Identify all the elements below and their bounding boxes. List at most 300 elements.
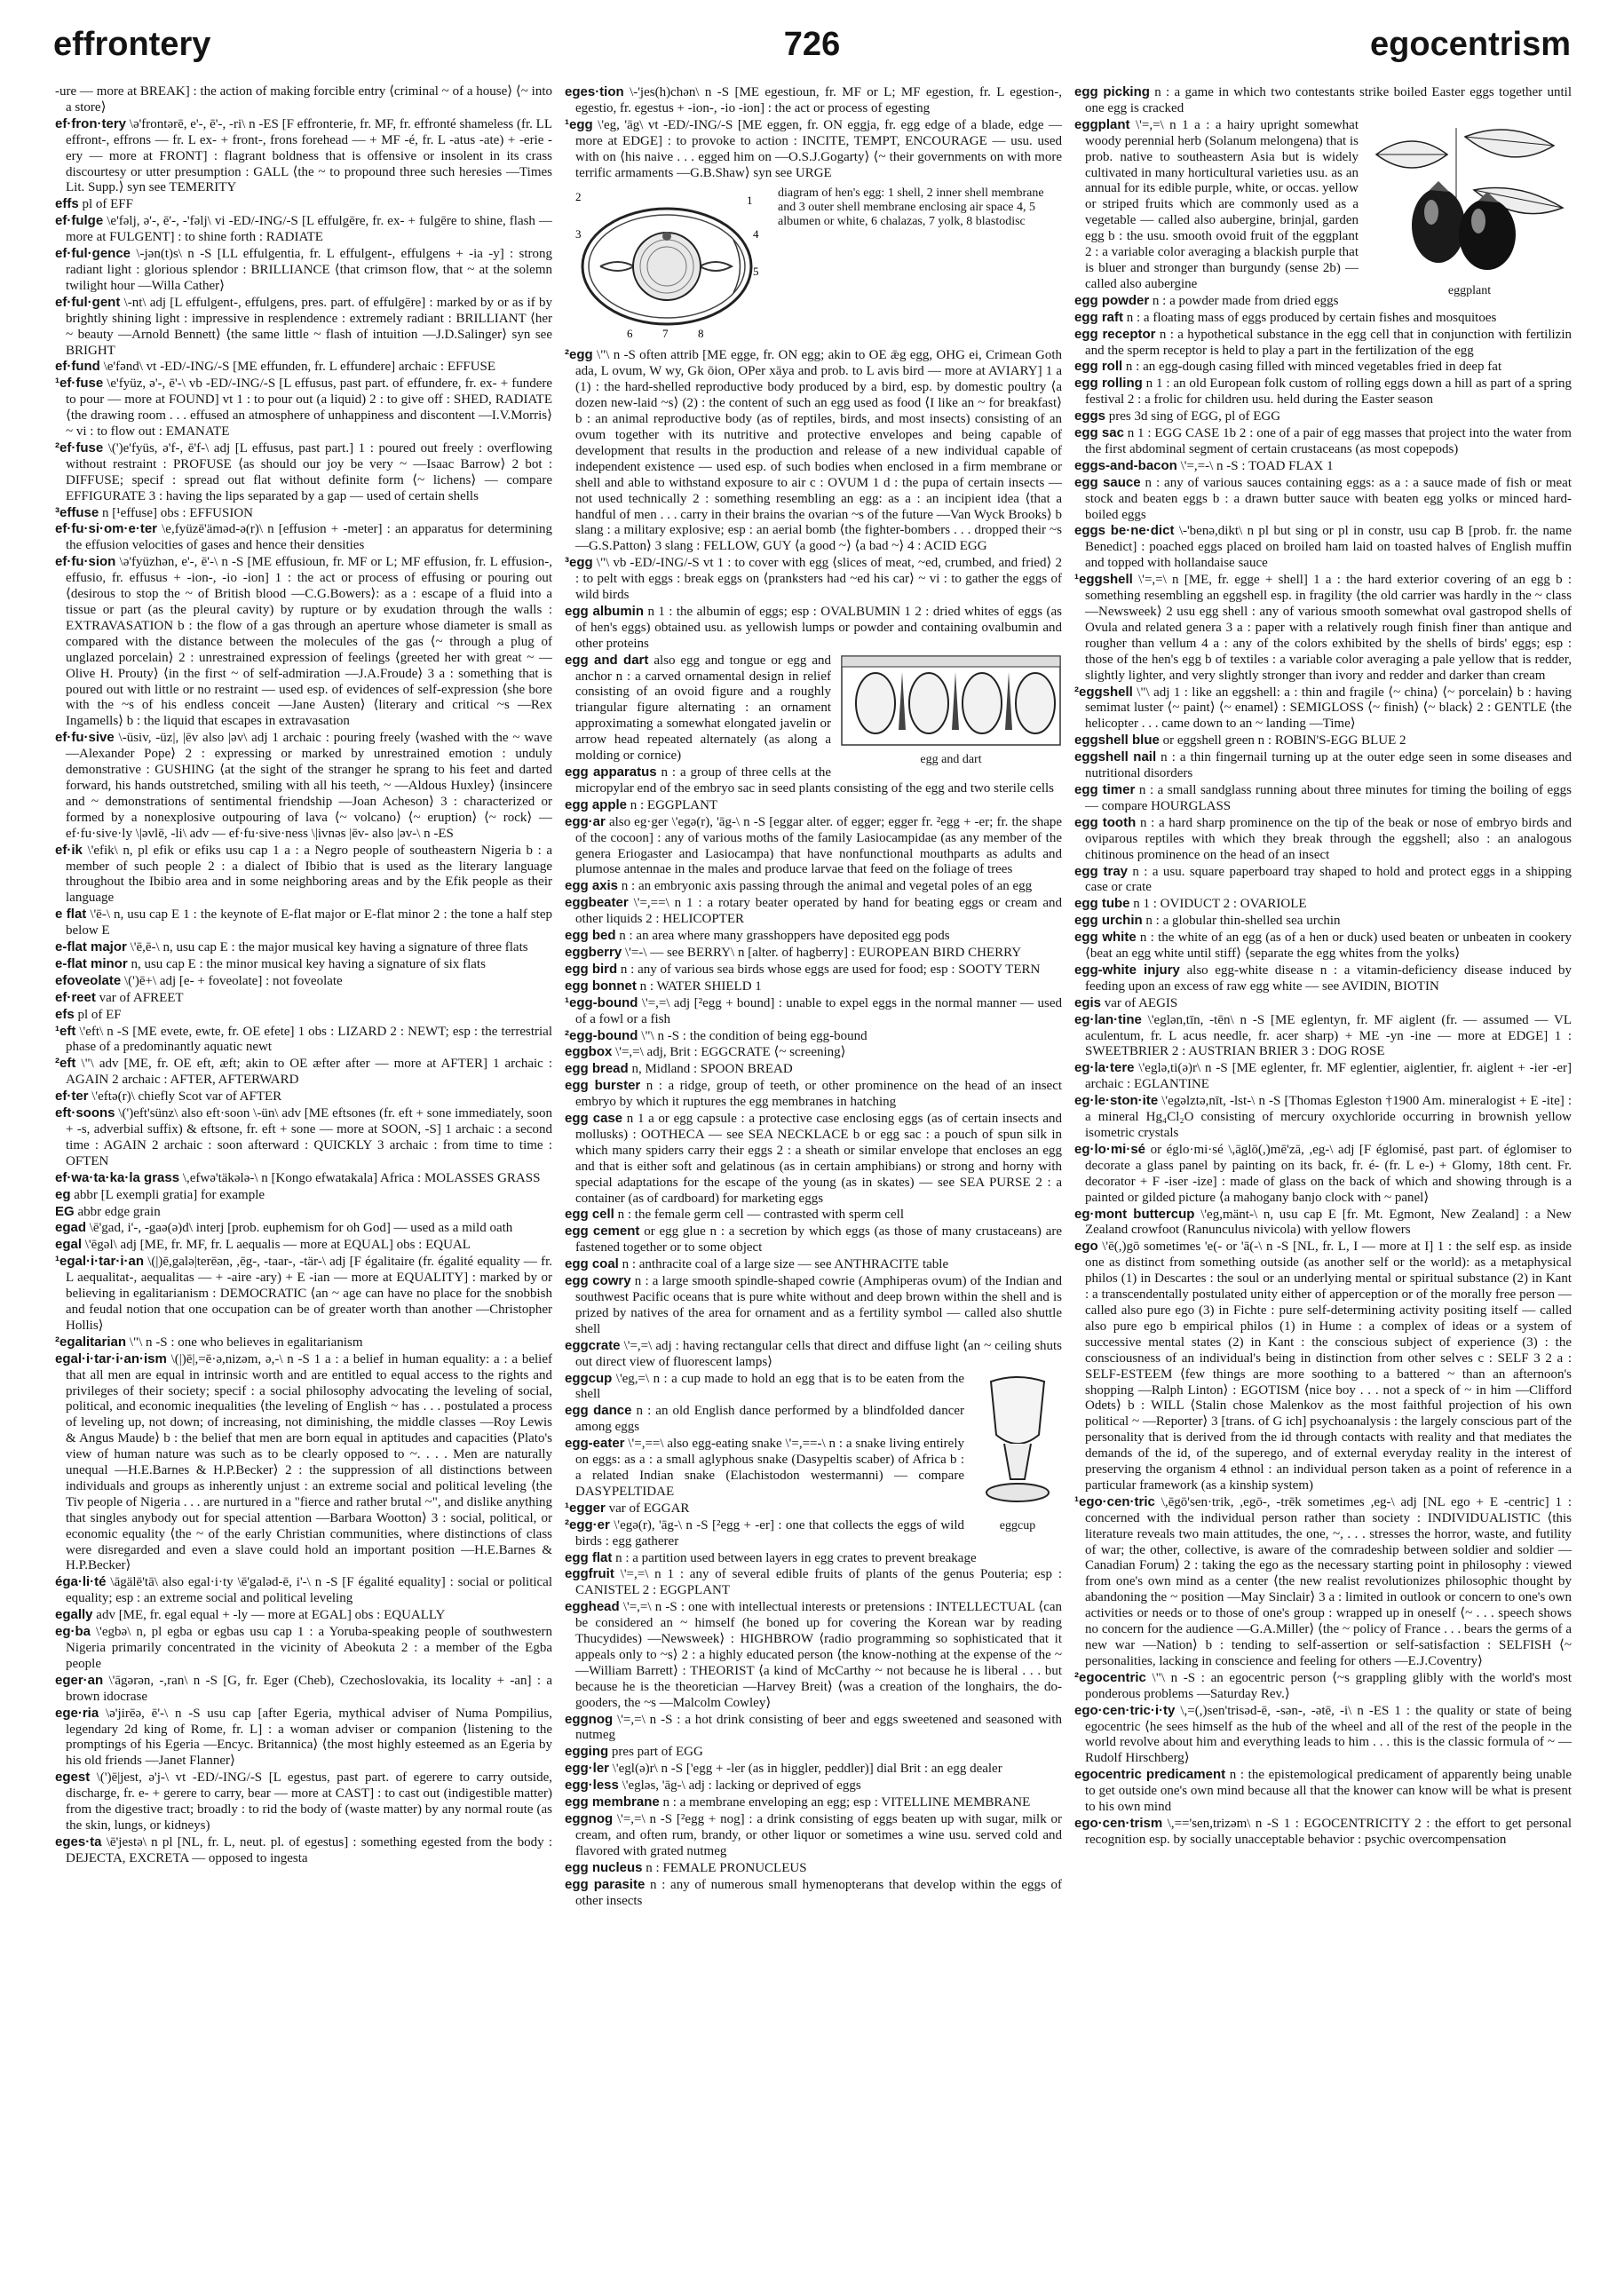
dictionary-entry bbox=[55, 246, 552, 295]
entry-headword: egg·ler bbox=[565, 1761, 610, 1777]
entry-headword: egg albumin bbox=[565, 603, 645, 619]
entry-definition: n : a group of three cells at the micropylar end of the embryo sac in seed plants consisting of the egg and two sterile cells bbox=[575, 765, 1055, 796]
dictionary-entry bbox=[55, 1770, 552, 1834]
entry-headword: eg·lan·tine bbox=[1074, 1011, 1142, 1027]
entry-headword: ²egalitarian bbox=[55, 1334, 127, 1350]
column-2 bbox=[565, 84, 1062, 2255]
eggplant-illustration bbox=[1367, 119, 1572, 279]
entry-headword: egg cement bbox=[565, 1224, 640, 1239]
entry-definition: \'eftə(r)\ chiefly Scot var of AFTER bbox=[91, 1089, 282, 1105]
entry-definition: \(|)ē|,=ē·ə,nizəm, ə,-\ n -S 1 a : a belief in human equality: a : a belief that all men are equal in intrinsic worth and are entitled to equal access to the rights and privileges of their society; specif : a social philosophy advocating the leveling of social, political, and economic inequalities ⟨the leveling of English ~ has . . . postulated a process of leveling up, not down; of increasing, not diminishing, the middle classes —Roy Lewis & Angus Maude⟩ b : the belief that men are born equal in aptitudes and capacities ⟨Plato's view of human nature was such as to be clearly opposed to ~. . . . Men are naturally unequal —H.E.Barnes & H.P.Becker⟩ 2 : the suppression of all distinctions between individuals and groups as inherently unjust : an extreme social and political leveling ⟨the Tiv people of Nigeria . . . are nurtured in a "fierce and rather brutal ~", and dislike anything that singles anybody out for special attention —Barbara Wootton⟩ 3 : social, political, or economic equality ⟨the ~ of the early Christian communities, where distinctions of class were disregarded and even a slave could hold an important position —H.E.Barnes & H.P.Becker⟩ bbox=[66, 1351, 552, 1573]
egg-and-dart-caption: egg and dart bbox=[920, 752, 982, 766]
egg-part-number-4: 4 bbox=[753, 227, 759, 242]
entry-definition: \'=,=\ adj, Brit : EGGCRATE ⟨~ screening⟩ bbox=[615, 1045, 846, 1060]
entry-headword: ¹ef·fuse bbox=[55, 376, 104, 392]
dictionary-entry bbox=[55, 213, 552, 246]
entry-headword: ¹egg-bound bbox=[565, 994, 638, 1010]
dictionary-entry bbox=[55, 1187, 552, 1204]
entry-headword: eggnog bbox=[565, 1811, 614, 1826]
dictionary-entry bbox=[55, 1834, 552, 1867]
entry-definition: \'=,==\ also egg-eating snake \'=,==-\ n : a snake living entirely on eggs: as a : a small aglyphous snake (Dasypeltis scaber) of Africa b : a related Indian snake (Elachistodon westermanni) — compare DASYPELTIDAE bbox=[575, 1437, 964, 1499]
entry-definition: n : any of various sea birds whose eggs are used for food; esp : SOOTY TERN bbox=[620, 962, 1041, 977]
dictionary-entry bbox=[55, 1624, 552, 1673]
entry-headword: eggshell blue bbox=[1074, 733, 1160, 748]
entry-headword: ¹ego·cen·tric bbox=[1074, 1493, 1155, 1509]
dictionary-entry bbox=[565, 1256, 1062, 1273]
entry-headword: egg roll bbox=[1074, 359, 1123, 375]
dictionary-entry bbox=[565, 1273, 1062, 1338]
entry-headword: egest bbox=[55, 1770, 91, 1786]
entry-headword: egg apparatus bbox=[565, 764, 657, 780]
entry-headword: eggshell nail bbox=[1074, 749, 1157, 765]
entry-headword: e-flat major bbox=[55, 939, 127, 955]
entry-headword: ef·wa·ta·ka·la grass bbox=[55, 1169, 180, 1185]
dictionary-entry bbox=[565, 1224, 1062, 1256]
dictionary-entry bbox=[1074, 1494, 1572, 1670]
entry-definition: n 1 : an old European folk custom of rolling eggs down a hill as part of a spring festival 2 : a frolic for children usu. held during the Easter season bbox=[1085, 376, 1572, 408]
entry-headword: egg·ar bbox=[565, 813, 606, 829]
dictionary-entry bbox=[55, 359, 552, 376]
entry-definition: adv [ME, fr. egal equal + -ly — more at EGAL] obs : EQUALLY bbox=[96, 1608, 446, 1623]
entry-headword: egg sac bbox=[1074, 425, 1124, 441]
entry-definition: n : an area where many grasshoppers have deposited egg pods bbox=[619, 929, 950, 944]
entry-definition: \'egəlztə,nīt, -lst-\ n -S [Thomas Egleston †1900 Am. mineralogist + E -ite] : a mineral Hg₄Cl₂O consisting of mercury oxychloride occurring in brownish yellow isometric crystals bbox=[1085, 1094, 1572, 1140]
entry-headword: egg and dart bbox=[565, 652, 649, 668]
entry-definition: n : a floating mass of eggs produced by certain fishes and mosquitoes bbox=[1126, 310, 1497, 325]
entry-definition: n : a hypothetical substance in the egg cell that in conjunction with fertilizin and the sperm receptor is held to play a part in the fertilization of the egg bbox=[1085, 327, 1572, 358]
entry-headword: egg tube bbox=[1074, 896, 1130, 912]
entry-definition: \"\ adv [ME, fr. OE eft, æft; akin to OE æfter after — more at AFTER] 1 archaic : AGAIN 2 archaic : AFTER, AFTERWARD bbox=[66, 1057, 552, 1088]
entry-definition: pres part of EGG bbox=[611, 1745, 703, 1760]
entry-definition: abbr edge grain bbox=[77, 1204, 161, 1219]
dictionary-entry bbox=[1074, 1207, 1572, 1239]
entry-definition: \e'fənd\ vt -ED/-ING/-S [ME effunden, fr. L effundere] archaic : EFFUSE bbox=[103, 360, 496, 375]
dictionary-entry bbox=[55, 843, 552, 907]
dictionary-entry bbox=[1074, 572, 1572, 684]
entry-definition: n : an old English dance performed by a blindfolded dancer among eggs bbox=[575, 1404, 964, 1435]
entry-definition: n : FEMALE PRONUCLEUS bbox=[646, 1860, 807, 1875]
dictionary-entry bbox=[565, 1712, 1062, 1745]
dictionary-entry bbox=[1074, 458, 1572, 475]
entry-definition: var of AEGIS bbox=[1104, 995, 1178, 1010]
entry-headword: egg receptor bbox=[1074, 326, 1156, 342]
entry-headword: e flat bbox=[55, 907, 87, 923]
dictionary-entry bbox=[1074, 425, 1572, 458]
dictionary-entry bbox=[55, 84, 552, 116]
entry-headword: eggcup bbox=[565, 1370, 613, 1386]
entry-definition: n : the epistemological predicament of apparently being unable to get outside one's own mind because all that the knower can know will be what is present to his own mind bbox=[1085, 1768, 1572, 1815]
entry-headword: egghead bbox=[565, 1599, 620, 1615]
entry-headword: ef·fu·sion bbox=[55, 554, 116, 570]
entry-definition: n : a small sandglass running about three minutes for timing the boiling of eggs — compare HOURGLASS bbox=[1085, 782, 1572, 813]
entry-definition: n : a large smooth spindle-shaped cowrie (Amphiperas ovum) of the Indian and southwest Pacific oceans that is pure white without and deep brown within the shell and is prized by natives of the area for ornament and as a fertility symbol — called also shuttle shell bbox=[575, 1274, 1062, 1336]
dictionary-entry bbox=[565, 1744, 1062, 1761]
entry-definition: n : WATER SHIELD 1 bbox=[639, 978, 762, 994]
entry-definition: \ə'frontərē, e'-, ē'-, -ri\ n -ES [F effronterie, fr. MF, fr. effronté shameless (fr. LL effront-, effrons — fr. L ex- + front-, frons forehead — + MF -é, fr. L -atus -ate) + -erie -ery — more at FRONT] : flagrant boldness that is offensive or insolent in its crass discourtesy or utter presumption : GALL ⟨the ~ to propound three such heresies —Times Lit. Supp.⟩ syn see TEMERITY bbox=[66, 116, 552, 195]
entry-headword: eg·la·tere bbox=[1074, 1060, 1135, 1076]
entry-definition: n : the female germ cell — contrasted with sperm cell bbox=[617, 1208, 904, 1223]
entry-definition: \'eglə,ti(ə)r\ n -S [ME eglenter, fr. MF eglentier, aiglentier, fr. aiglent + -ier -er] archaic : EGLANTINE bbox=[1085, 1061, 1572, 1092]
dictionary-entry bbox=[565, 347, 1062, 555]
entry-definition: abbr [L exempli gratia] for example bbox=[74, 1187, 265, 1202]
dictionary-entry bbox=[55, 1170, 552, 1187]
entry-headword: ¹egal·i·tar·i·an bbox=[55, 1254, 145, 1270]
entry-definition: \'=,=\ n -S : one with intellectual interests or pretensions : INTELLECTUAL ⟨can be considered an ~ himself (he boned up for covering the Korean war by reading Thucydides) —Newsweek⟩ : HIGHBROW ⟨radio programming so sophisticated that it appeals only to ~s⟩ 2 : a highly educated person ⟨the know-nothing at the expense of the ~ —William Barrett⟩ : THEORIST ⟨a kind of McCarthy ~ not because he is liberal . . . but because he is the theoretician —Harvey Breit⟩ ⟨was a creation of the longhairs, the do-gooders, the ~s —Malcolm Cowley⟩ bbox=[575, 1600, 1062, 1710]
egg-part-number-2: 2 bbox=[575, 190, 582, 204]
entry-definition: \'=,=\ n -S : a hot drink consisting of beer and eggs sweetened and seasoned with nutmeg bbox=[575, 1712, 1062, 1743]
entry-definition: \(')e'fyüs, ə'f-, ē'f-\ adj [L effusus, past part.] 1 : poured out freely : overflowing without restraint : PROFUSE ⟨as should our joy be very ~ —Isaac Barrow⟩ 2 bot : DIFFUSE; specif : spread out flat without definite form ⟨~ lichens⟩ — compare EFFIGURATE 3 : having the lips separated by a gap — used of certain shells bbox=[66, 440, 552, 503]
entry-definition: or eggshell green n : ROBIN'S-EGG BLUE 2 bbox=[1162, 733, 1406, 748]
dictionary-entry bbox=[1074, 749, 1572, 782]
column-3 bbox=[1074, 84, 1572, 2255]
entry-definition: n : a globular thin-shelled sea urchin bbox=[1145, 914, 1341, 929]
dictionary-entry bbox=[1074, 310, 1572, 327]
entry-headword: egad bbox=[55, 1220, 87, 1236]
egg-part-number-1: 1 bbox=[747, 194, 753, 208]
entry-definition: or églo·mi·sé \,āglō(,)mē'zā, ,eg-\ adj [F églomisé, past part. of églomiser to decorate a glass panel by painting on its back, fr. é- (fr. L e-) + Glomy, 18th cent. Fr. decorator + F -iser -ize] : made of glass on the back of which and showing through is a painted or gilded picture ⟨a mahogany banjo clock with ~ panel⟩ bbox=[1085, 1142, 1572, 1205]
egg-part-number-7: 7 bbox=[662, 327, 669, 341]
guide-word-right: egocentrism bbox=[1370, 26, 1571, 63]
entry-headword: egg sauce bbox=[1074, 474, 1141, 490]
dictionary-entry bbox=[55, 1254, 552, 1334]
dictionary-entry bbox=[55, 196, 552, 213]
entry-definition: \"\ n -S often attrib [ME egge, fr. ON egg; akin to OE ǣg egg, OHG ei, Crimean Goth ada, L ovum, W wy, Gk ōion, OPer xāya and prob. to L avis bird — more at AVIARY] 1 a (1) : the hard-shelled reproductive body produced by a bird, esp. by domestic poultry ⟨a dozen new-laid ~s⟩ (2) : the content of such an egg used as food ⟨I like an ~ for breakfast⟩ b : an animal reproductive body (as of reptiles, birds, and most insects) consisting of an ovum together with its nutritive and protective envelopes and being capable of development that results in the production and release of a new individual capable of independent existence — used esp. of such bodies when enclosed in a firm membrane or shell and able to withstand exposure to air c : OVUM 1 d : the pupa of certain insects — not used technically 2 : something resembling an egg: as a : an incipient idea ⟨that a handful of men . . . carry in their brains the ovarian ~s of the future —Van Wyck Brooks⟩ b slang : a military explosive; esp : an aerial bomb ⟨the fighter-bombers . . . dropped their ~s —G.S.Patton⟩ 3 slang : FELLOW, GUY ⟨a good ~⟩ ⟨a bad ~⟩ 4 : ACID EGG bbox=[575, 348, 1062, 554]
entry-headword: egal bbox=[55, 1237, 83, 1253]
entry-definition: \ə'jirēə, ē'-\ n -S usu cap [after Egeria, mythical adviser of Numa Pompilius, legendary 2d king of Rome, fr. L] : a woman adviser or companion ⟨listening to the promptings of his Egeria —Encyc. Britannica⟩ ⟨the most highly esteemed as an Egeria by his old friends —Janet Flanner⟩ bbox=[66, 1706, 552, 1769]
dictionary-entry bbox=[565, 814, 1062, 879]
dictionary-entry bbox=[1074, 1767, 1572, 1816]
entry-definition: \-'benə,dikt\ n pl but sing or pl in constr, usu cap B [prob. fr. the name Benedict] : poached eggs placed on broiled ham laid on toasted halves of English muffin and topped with hollandaise sauce bbox=[1085, 524, 1572, 571]
dictionary-entry bbox=[1074, 733, 1572, 749]
dictionary-entry bbox=[1074, 359, 1572, 376]
entry-definition: \'āgərən, -,ran\ n -S [G, fr. Eger (Cheb), Czechoslovakia, its locality + -an] : a brown idocrase bbox=[66, 1673, 552, 1704]
entry-definition: \'=,=-\ n -S : TOAD FLAX 1 bbox=[1180, 458, 1334, 473]
entry-headword: egg-white injury bbox=[1074, 962, 1180, 978]
eggcup-illustration bbox=[973, 1373, 1062, 1515]
dictionary-entry bbox=[565, 555, 1062, 604]
entry-headword: egg urchin bbox=[1074, 913, 1143, 929]
entry-headword: ef·fund bbox=[55, 359, 100, 375]
dictionary-entry bbox=[1074, 913, 1572, 930]
entry-definition: n : any of various sauces containing eggs: as a : a sauce made of fish or meat stock and beaten eggs b : a drawn butter sauce with beaten egg yolks or minced hard-boiled eggs bbox=[1085, 475, 1572, 522]
entry-definition: n : a usu. square paperboard tray shaped to hold and protect eggs in a shipping case or crate bbox=[1085, 864, 1572, 895]
dictionary-entry bbox=[565, 84, 1062, 117]
dictionary-entry bbox=[55, 990, 552, 1007]
entry-definition: \"\ n -S : an egocentric person ⟨~s grappling glibly with the world's most ponderous problems —Saturday Rev.⟩ bbox=[1085, 1670, 1572, 1701]
entry-definition: var of AFREET bbox=[99, 990, 184, 1005]
column-1 bbox=[55, 84, 552, 2255]
entry-definition: also egg and tongue or egg and anchor n : a carved ornamental design in relief consisting of an ovoid figure and a roughly triangular figure alternating : an ornament approximating a somewhat elongated javelin or arrow head repeated alternately (as along a molding or cornice) bbox=[575, 653, 831, 764]
entry-headword: egg apple bbox=[565, 796, 628, 812]
dictionary-entry bbox=[565, 604, 1062, 653]
entry-definition: n : EGGPLANT bbox=[630, 797, 718, 812]
dictionary-entry bbox=[55, 907, 552, 939]
entry-headword: ef·reet bbox=[55, 989, 96, 1005]
dictionary-entry bbox=[565, 1550, 1062, 1567]
dictionary-entry bbox=[565, 1860, 1062, 1877]
entry-headword: egis bbox=[1074, 994, 1102, 1010]
entry-definition: \'efik\ n, pl efik or efiks usu cap 1 a : a Negro people of southeastern Nigeria b : a member of such people 2 : a dialect of Ibibio that is used as the literary language throughout the Ibibio area and in some neighboring areas and by the Efik people as their language bbox=[66, 843, 552, 906]
dictionary-entry bbox=[55, 1237, 552, 1254]
entry-definition: \"\ vb -ED/-ING/-S vt 1 : to cover with egg ⟨slices of meat, ~ed, crumbed, and fried⟩ 2 : to pelt with eggs : break eggs on ⟨pranksters had ~ed his car⟩ ~ vi : to gather the eggs of wild birds bbox=[575, 556, 1062, 603]
entry-headword: EG bbox=[55, 1203, 75, 1219]
entry-headword: egg nucleus bbox=[565, 1859, 643, 1875]
entry-headword: egg bird bbox=[565, 961, 618, 977]
entry-definition: \ē'gad, i'-, -gaə(ə)d\ interj [prob. euphemism for oh God] — used as a mild oath bbox=[89, 1221, 513, 1236]
entry-definition: n : anthracite coal of a large size — see ANTHRACITE table bbox=[622, 1257, 949, 1272]
entry-headword: ³egg bbox=[565, 555, 593, 571]
entry-headword: ²eft bbox=[55, 1056, 76, 1072]
dictionary-entry bbox=[565, 797, 1062, 814]
entry-headword: ef·ik bbox=[55, 842, 83, 858]
entry-headword: eger·an bbox=[55, 1672, 104, 1688]
entry-headword: eg·mont buttercup bbox=[1074, 1206, 1195, 1222]
egg-part-number-8: 8 bbox=[698, 327, 704, 341]
dictionary-entry bbox=[55, 1089, 552, 1105]
entry-headword: egg bonnet bbox=[565, 978, 637, 994]
entry-headword: eg bbox=[55, 1186, 71, 1202]
entry-definition: \"\ n -S : the condition of being egg-bound bbox=[641, 1028, 867, 1043]
dictionary-entry bbox=[55, 554, 552, 730]
entry-definition: \'ēgəl\ adj [ME, fr. MF, fr. L aequalis — more at EQUAL] obs : EQUAL bbox=[84, 1238, 471, 1253]
dictionary-entry bbox=[55, 1351, 552, 1575]
entry-definition: n [¹effuse] obs : EFFUSION bbox=[101, 505, 253, 520]
dictionary-entry bbox=[55, 1574, 552, 1607]
entry-headword: egg white bbox=[1074, 930, 1137, 946]
entry-headword: egging bbox=[565, 1744, 609, 1760]
entry-headword: ef·fulge bbox=[55, 213, 104, 229]
dictionary-entry bbox=[565, 1778, 1062, 1794]
dictionary-entry bbox=[1074, 475, 1572, 524]
entry-definition: \(')eft'sünz\ also eft·soon \-ün\ adv [ME eftsones (fr. eft + sone immediately, soon + -s, adverbial suffix) & eftsone, fr. eft + sone — more at SOON, -S] 1 archaic : a second time : AGAIN 2 archaic : soon afterward : QUICKLY 3 archaic : from time to time : OFTEN bbox=[66, 1106, 552, 1168]
eggcup-figure bbox=[973, 1373, 1062, 1534]
dictionary-entry bbox=[55, 1673, 552, 1706]
dictionary-entry bbox=[1074, 1703, 1572, 1768]
dictionary-entry bbox=[55, 1334, 552, 1351]
entry-definition: \-üsiv, -üz|, |ēv also |əv\ adj 1 archaic : pouring freely ⟨washed with the ~ wave —Alexander Pope⟩ 2 : expressing or marked by unrestrained emotion : unduly demonstrative : GUSHING ⟨at the sight of the stranger he sprang to his feet and darted forward, his hands outstretched, smiling with all his teeth, ~ —Aldous Huxley⟩ ⟨insincere and ~ demonstrations of sentimental friendship —Joan Acheson⟩ 3 : characterized or formed by a nonexplosive outpouring of lava ⟨~ volcano⟩ ⟨~ eruption⟩ ⟨~ rock⟩ — ef·fu·sive·ly \|əvlē, -li\ adv — ef·fu·sive·ness \|ivnəs |ēv- also |əv-\ n -ES bbox=[66, 731, 552, 841]
dictionary-entry bbox=[565, 1599, 1062, 1711]
egg-and-dart-figure bbox=[840, 654, 1062, 767]
dictionary-entry bbox=[55, 376, 552, 440]
entry-definition: pl of EFF bbox=[82, 197, 133, 212]
entry-definition: \'=,=\ adj : having rectangular cells that direct and diffuse light ⟨an ~ ceiling shuts out direct view of fluorescent lamps⟩ bbox=[575, 1338, 1062, 1369]
entry-headword: egg dance bbox=[565, 1403, 632, 1419]
entry-definition: n : a membrane enveloping an egg; esp : VITELLINE MEMBRANE bbox=[662, 1795, 1031, 1810]
entry-definition: \ē'jestə\ n pl [NL, fr. L, neut. pl. of egestus] : something egested from the body : DEJECTA, EXCRETA — opposed to ingesta bbox=[66, 1834, 552, 1865]
entry-definition: \'=,=\ adj [²egg + bound] : unable to expel eggs in the normal manner — used of a fowl or a fish bbox=[575, 995, 1062, 1026]
entry-headword: egg rolling bbox=[1074, 376, 1143, 392]
entry-headword: egg burster bbox=[565, 1078, 641, 1094]
dictionary-entry bbox=[55, 730, 552, 842]
entry-definition: \'=,=\ n 1 : any of several edible fruits of plants of the genus Pouteria; esp : CANISTEL 2 : EGGPLANT bbox=[575, 1567, 1062, 1598]
entry-headword: ef·ful·gence bbox=[55, 246, 131, 262]
egg-and-dart-ornament bbox=[840, 654, 1062, 748]
entry-headword: eggcrate bbox=[565, 1337, 621, 1353]
entry-headword: ¹eggshell bbox=[1074, 572, 1133, 588]
entry-headword: eft·soons bbox=[55, 1105, 115, 1121]
entry-definition: \'=,==\ n 1 : a rotary beater operated by hand for beating eggs or cream and other liquids 2 : HELICOPTER bbox=[575, 896, 1062, 927]
entry-headword: eg·lo·mi·sé bbox=[1074, 1141, 1146, 1157]
dictionary-entry bbox=[565, 764, 1062, 797]
entry-definition: \'=,=\ n -S [²egg + nog] : a drink consisting of eggs beaten up with sugar, milk or cream, and often rum, brandy, or other liquor or sometimes a wine usu. served cold and flavored with grated nutmeg bbox=[575, 1812, 1062, 1858]
entry-definition: \e,fyüzē'äməd-ə(r)\ n [effusion + -meter] : an apparatus for determining the effusion velocities of gases and hence their densities bbox=[66, 522, 552, 553]
dictionary-entry bbox=[565, 1207, 1062, 1224]
entry-definition: \'egbə\ n, pl egba or egbas usu cap 1 : a Yoruba-speaking people of southwestern Nigeria primarily concentrated in the vicinity of Abeokuta 2 : a member of the Egba people bbox=[66, 1625, 552, 1671]
dictionary-entry bbox=[55, 1056, 552, 1089]
entry-headword: eggs be·ne·dict bbox=[1074, 523, 1175, 539]
dictionary-entry bbox=[1074, 327, 1572, 360]
dictionary-entry bbox=[55, 521, 552, 554]
entry-definition: \'=-\ — see BERRY\ n [alter. of hagberry] : EUROPEAN BIRD CHERRY bbox=[624, 945, 1022, 960]
entry-definition: \'egl(ə)r\ n -S ['egg + -ler (as in higgler, peddler)] dial Brit : an egg dealer bbox=[612, 1762, 1002, 1777]
dictionary-entry bbox=[565, 928, 1062, 945]
dictionary-entry bbox=[565, 1811, 1062, 1860]
entry-headword: eg·le·ston·ite bbox=[1074, 1093, 1159, 1109]
dictionary-entry bbox=[55, 1204, 552, 1221]
dictionary-entry bbox=[55, 1024, 552, 1057]
entry-headword: ef·fron·tery bbox=[55, 115, 127, 131]
entry-definition: \-nt\ adj [L effulgent-, effulgens, pres. part. of effulgēre] : marked by or as if by brightly shining light : impressive in resplendence : extremely radiant : BRILLIANT ⟨her ~ beauty —Arnold Bennett⟩ ⟨the same little ~ flash of intuition —J.D.Salinger⟩ syn see BRIGHT bbox=[66, 295, 552, 358]
dictionary-entry bbox=[565, 1078, 1062, 1111]
entry-headword: egal·i·tar·i·an·ism bbox=[55, 1350, 167, 1366]
dictionary-entry bbox=[1074, 84, 1572, 117]
entry-headword: egg bread bbox=[565, 1061, 629, 1077]
dictionary-entry bbox=[1074, 1239, 1572, 1494]
dictionary-entry bbox=[1074, 1816, 1572, 1849]
guide-word-left: effrontery bbox=[53, 26, 211, 63]
entry-definition: \,efwə'täkələ-\ n [Kongo efwatakala] Africa : MOLASSES GRASS bbox=[182, 1170, 541, 1185]
entry-definition: -ure — more at BREAK] : the action of making forcible entry ⟨criminal ~ of a house⟩ ⟨~ into a store⟩ bbox=[55, 84, 552, 115]
entry-definition: \'eg, 'āg\ vt -ED/-ING/-S [ME eggen, fr. ON eggja, fr. egg edge of a blade, edge — more at EDGE] : to provoke to action : INCITE, TEMPT, ENCOURAGE — usu. used with on ⟨his naive . . . egged him on —O.S.J.Gogarty⟩ ⟨~ their governments on with more terrific armaments —G.B.Shaw⟩ syn see URGE bbox=[575, 117, 1062, 180]
entry-definition: \(')ē+\ adj [e- + foveolate] : not foveolate bbox=[123, 973, 343, 988]
entry-headword: ¹egg bbox=[565, 116, 593, 132]
eggplant-caption: eggplant bbox=[1447, 283, 1492, 297]
dictionary-entry bbox=[565, 1044, 1062, 1061]
dictionary-entry bbox=[1074, 685, 1572, 733]
entry-definition: \'eglən,tīn, -tēn\ n -S [ME eglentyn, fr. MF aiglent (fr. — assumed — VL aculentum, fr. L acus needle, fr. acer sharp) + ME -yn -ine — more at EDGE] 1 : SWEETBRIER 2 : AUSTRIAN BRIER 3 : DOG ROSE bbox=[1085, 1012, 1572, 1059]
page-header bbox=[53, 20, 1571, 76]
entry-headword: eggbeater bbox=[565, 895, 629, 911]
egg-part-number-3: 3 bbox=[575, 227, 582, 242]
entry-headword: efs bbox=[55, 1006, 75, 1022]
dictionary-entry bbox=[55, 956, 552, 973]
entry-definition: \,=(,)sen'trisəd-ē, -sən-, -ətē, -i\ n -ES 1 : the quality or state of being egocentric ⟨he sees himself as the hub of the wheel and all of the rest of the people in the world revolve about him and everything leads to him . . . this is the classic formula of ~ —Rudolf Hirschberg⟩ bbox=[1085, 1703, 1572, 1766]
dictionary-entry bbox=[565, 978, 1062, 995]
dictionary-entry bbox=[565, 117, 1062, 182]
entry-definition: \(|)ē,galə|terēən, ,ēg-, -taar-, -tär-\ adj [F égalitaire (fr. égalité equality — fr. L aequalitat-, aequalitas — + -aire -ary) + E -ian — more at EQUALITY] : marked by or believing in egalitarianism : DEMOCRATIC ⟨an ~ age can have no place for the snobbish and feudal notion that one occupation can be of greater worth than another —Christopher Hollis⟩ bbox=[66, 1255, 552, 1333]
entry-headword: ²egg-bound bbox=[565, 1027, 638, 1043]
entry-headword: ²eggshell bbox=[1074, 684, 1133, 700]
entry-definition: \'eg,=\ n : a cup made to hold an egg that is to be eaten from the shell bbox=[575, 1371, 965, 1402]
dictionary-entry bbox=[565, 1794, 1062, 1811]
entry-headword: egg parasite bbox=[565, 1876, 646, 1892]
entry-headword: egg bed bbox=[565, 928, 616, 944]
dictionary-entry bbox=[1074, 864, 1572, 897]
entry-definition: n 1 : the albumin of eggs; esp : OVALBUMIN 1 2 : dried whites of eggs (as of hen's eggs) obtained usu. as yellowish lumps or powder and containing ovalbumin and other proteins bbox=[575, 604, 1062, 651]
entry-definition: \'=,=\ n 1 a : a hairy upright somewhat woody perennial herb (Solanum melongena) that is prob. native to southeastern Asia but is widely cultivated in many horticultural varieties usu. as an annual for its edible purple, white, or occas. yellow or striped fruits which are commonly used as a vegetable — called also aubergine, brinjal, garden egg b : the usu. smooth ovoid fruit of the eggplant 2 : a variable color averaging a blackish purple that is bluer and stronger than burgundy (sense 2b) — called also aubergine bbox=[1085, 117, 1359, 291]
entry-definition: \āgälē'tā\ also egal·i·ty \ē'galəd-ē, i'-\ n -S [F égalité equality] : social or political equality; esp : an extreme social and political leveling bbox=[66, 1575, 552, 1606]
dictionary-entry bbox=[565, 1877, 1062, 1910]
entry-definition: \e'fyüz, ə'-, ē'-\ vb -ED/-ING/-S [L effusus, past part. of effundere, fr. ex- + fundere to pour — more at FOUND] vt 1 : to pour out (a liquid) 2 : to give off : SHED, RADIATE ⟨the drawing room . . . effused an atmosphere of unhappiness and discontent —I.V.Morris⟩ ~ vi : to flow out : EMANATE bbox=[66, 376, 552, 440]
entry-definition: \,=='sen,trizəm\ n -S 1 : EGOCENTRICITY 2 : the effort to get personal recognition esp. by socially unacceptable behavior : psychic overcompensation bbox=[1085, 1816, 1572, 1847]
entry-definition: pl of EF bbox=[77, 1007, 122, 1022]
entry-definition: n 1 : OVIDUCT 2 : OVARIOLE bbox=[1133, 897, 1307, 912]
entry-definition: n : the white of an egg (as of a hen or duck) used beaten or unbeaten in cookery ⟨beat an egg white until stiff⟩ ⟨separate the egg whites from the yolks⟩ bbox=[1085, 931, 1572, 962]
entry-definition: n : a thin fingernail turning up at the outer edge seen in some diseases and nutritional disorders bbox=[1085, 750, 1572, 781]
entry-definition: \'ē(,)gō sometimes 'e(- or 'ā(-\ n -S [NL, fr. L, I — more at I] 1 : the self esp. as inside one as distinct from something outside (as another self or the world): as a metaphysical philos (1) in Descartes : the soul or an underlying mental or spiritual substance (2) in Kant : a transcendentally postulated unity either of apperception or of the morally free person — called also pure ego (3) in Fichte : pure self-determining activity positing itself — called also pure ego b empirical philos (1) in Hume : a complex of ideas or a system of successive mental states (2) in Kant : the conscious subject of experience (3) : the consciousness of an individual's being in distinction from other selves c : SELF 3 2 a : SELF-ESTEEM ⟨few things are more soothing to a battered ~ than an afternoon's shopping —Ralph Linton⟩ : EGOTISM ⟨nice boy . . . not a speck of ~ in him —Clifford Odets⟩ b : WILL ⟨Stalin chose Malenkov as the most faithful projection of his own political ~ —Reporter⟩ 3 [trans. of G ich] psychoanalysis : the largely conscious part of the personality that is derived from the id through contacts with reality and that mediates the demands of the id, of the superego, and of external everyday reality in the interest of preserving the organism 4 ethnol : an individual person taken as a point of reference in a particular framework (as a kinship system) bbox=[1085, 1239, 1572, 1493]
dictionary-entry bbox=[565, 1028, 1062, 1045]
entry-headword: eggberry bbox=[565, 944, 622, 960]
dictionary-entry bbox=[1074, 523, 1572, 572]
entry-headword: ef·fu·si·om·e·ter bbox=[55, 521, 157, 537]
dictionary-entry bbox=[1074, 930, 1572, 962]
entry-headword: eggs-and-bacon bbox=[1074, 457, 1177, 473]
entry-definition: n 1 : EGG CASE 1b 2 : one of a pair of egg masses that project into the water from the first abdominal segment of certain crustaceans (as most copepods) bbox=[1085, 426, 1572, 456]
entry-headword: egg flat bbox=[565, 1549, 613, 1565]
entry-definition: \"\ adj 1 : like an eggshell: a : thin and fragile ⟨~ china⟩ ⟨~ porcelain⟩ b : having semimat luster ⟨~ paint⟩ ⟨~ enamel⟩ : SEMIGLOSS ⟨~ finish⟩ ⟨~ black⟩ 2 : GENTLE ⟨the helicopter . . . came down to an ~ landing —Time⟩ bbox=[1085, 685, 1572, 732]
entry-definition: also eg·ger \'egə(r), 'āg-\ n -S [eggar alter. of egger; egger fr. ²egg + -er; fr. the shape of the cocoon] : any of various moths of the family Lasiocampidae (as any member of the genera Eriogaster and Lasiocampa) that have nonfunctional mouthparts as adults and plumose antennae in the males and produce larvae that feed on the foliage of trees bbox=[575, 814, 1062, 877]
entry-headword: ego·cen·trism bbox=[1074, 1815, 1163, 1831]
entry-headword: egg axis bbox=[565, 878, 619, 894]
dictionary-entry bbox=[1074, 782, 1572, 815]
entry-headword: egg picking bbox=[1074, 84, 1150, 99]
entry-definition: n : any of numerous small hymenopterans that develop within the eggs of other insects bbox=[575, 1877, 1062, 1908]
entry-definition: n : a partition used between layers in egg crates to prevent breakage bbox=[615, 1550, 977, 1565]
dictionary-entry bbox=[55, 939, 552, 956]
dictionary-entry bbox=[55, 295, 552, 360]
entry-definition: \,ēgō'sen·trik, ,egō-, -trēk sometimes ,eg-\ adj [NL ego + E -centric] 1 : concerned with the individual person rather than society : INDIVIDUALISTIC ⟨this literature reveals two main attitudes, the one, ~, . . . stresses the horror, waste, and futility of war; the other, collective, is aware of the comradeship between soldier and soldier —Canadian Forum⟩ 2 : taking the ego as the necessary starting point in philosophy : viewed from one's own mind as a center ⟨the new realist revolutionizes philosophic thought by abandoning the ~ position —May Sinclair⟩ 3 a : limited in outlook or concern to one's own activities or needs or to those of one's group : wrapped up in oneself ⟨~ . . . speech shows no concern for the audience —G.A.Miller⟩ ⟨the ~ policy of France . . . bears the germs of a new war —Nation⟩ b : tending to self-assertion or self-satisfaction : SELFISH ⟨~ personalities, lacking in conscience and feeling for others —E.J.Coventry⟩ bbox=[1085, 1494, 1572, 1668]
entry-headword: egg cell bbox=[565, 1207, 614, 1223]
entry-definition: or egg glue n : a secretion by which eggs (as those of many crustaceans) are fastened together or to some object bbox=[575, 1224, 1062, 1255]
dictionary-entry bbox=[565, 962, 1062, 978]
entry-headword: ef·ter bbox=[55, 1089, 89, 1105]
entry-definition: n : a game in which two contestants strike boiled Easter eggs together until one egg is cracked bbox=[1085, 85, 1572, 115]
egg-part-number-6: 6 bbox=[627, 327, 633, 341]
entry-headword: eggfruit bbox=[565, 1566, 614, 1582]
entry-headword: ²ef·fuse bbox=[55, 440, 104, 455]
entry-headword: eggs bbox=[1074, 408, 1106, 424]
entry-headword: eggnog bbox=[565, 1711, 614, 1727]
entry-headword: ego·cen·tric·i·ty bbox=[1074, 1702, 1176, 1718]
entry-definition: n, usu cap E : the minor musical key having a signature of six flats bbox=[131, 956, 486, 971]
entry-headword: egg tooth bbox=[1074, 814, 1137, 830]
entry-headword: ²egocentric bbox=[1074, 1669, 1146, 1685]
entry-definition: n : a powder made from dried eggs bbox=[1152, 293, 1339, 308]
entry-definition: \"\ n -S : one who believes in egalitarianism bbox=[129, 1334, 363, 1350]
entry-headword: egg membrane bbox=[565, 1794, 660, 1810]
entry-headword: ege·ria bbox=[55, 1705, 99, 1721]
entry-definition: \'egləs, 'āg-\ adj : lacking or deprived of eggs bbox=[622, 1778, 861, 1794]
dictionary-entry bbox=[1074, 1060, 1572, 1093]
entry-definition: n 1 a or egg capsule : a protective case enclosing eggs (as of certain insects and mollusks) : OOTHECA — see SEA NECKLACE b or egg sac : a pouch of spun silk in which many spiders carry their eggs 2 : a sheath or similar envelope that encloses an egg and that is either soft and gelatinous (as in certain amphibians) or strong and horny with special adaptations for the escape of the young (as in skates) — see SEA PURSE 2 : a container (as of cardboard) for marketing eggs bbox=[575, 1112, 1062, 1206]
dictionary-entry bbox=[1074, 1670, 1572, 1703]
dictionary-entry bbox=[565, 1566, 1062, 1599]
dictionary-entry bbox=[565, 1061, 1062, 1078]
dictionary-entry bbox=[55, 1007, 552, 1024]
dictionary-entry bbox=[55, 1706, 552, 1770]
hens-egg-diagram bbox=[565, 186, 769, 342]
dictionary-entry bbox=[565, 945, 1062, 962]
entry-headword: eges·tion bbox=[565, 84, 624, 99]
dictionary-entry bbox=[55, 973, 552, 990]
entry-definition: var of EGGAR bbox=[608, 1501, 690, 1516]
entry-headword: egg powder bbox=[1074, 292, 1150, 308]
entry-definition: \'ē-\ n, usu cap E 1 : the keynote of E-flat major or E-flat minor 2 : the tone a half step below E bbox=[66, 907, 552, 939]
entry-headword: éga·li·té bbox=[55, 1574, 107, 1590]
entry-headword: efoveolate bbox=[55, 972, 122, 988]
entry-headword: e-flat minor bbox=[55, 955, 128, 971]
dictionary-entry bbox=[1074, 995, 1572, 1012]
